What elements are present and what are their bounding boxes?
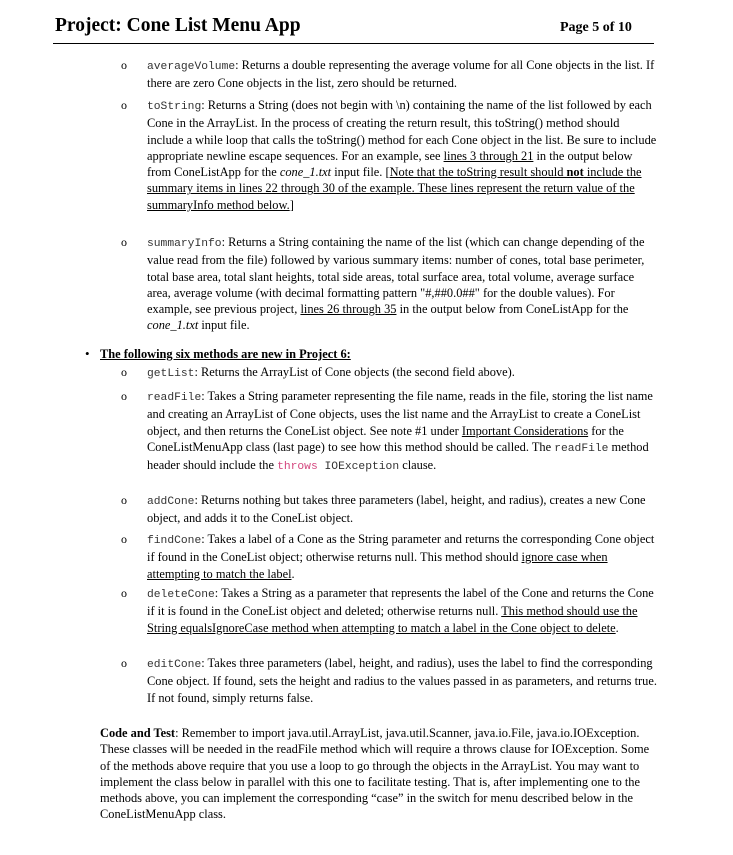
method-name: findCone <box>147 535 202 547</box>
code-and-test-text: : Remember to import java.util.ArrayList, java.util.Scanner, java.io.File, java.io.IOException. These classes will be needed in the readFile method which will require a throws clause for IOException. Some of the methods above require that you use a loop to go through the objects in the ArrayList. You may want to implement the class below in parallel with this one to facilitate testing. That is, after implementing one to the methods above, you can implement the corresponding “case” in the switch for menu described below in the ConeListMenuApp class. <box>100 726 650 822</box>
file-name: cone_1.txt <box>279 165 332 180</box>
header-divider <box>53 43 654 44</box>
method-description-cont: input file. <box>198 318 250 333</box>
line-reference-link: lines 3 through 21 <box>443 148 534 163</box>
method-name: deleteCone <box>147 589 215 601</box>
code-and-test-paragraph <box>100 725 653 823</box>
sub-bullet-icon: o <box>121 493 127 507</box>
note-text: Note that the toString result should <box>389 165 567 180</box>
method-description: : Takes a String parameter representing the file name, reads in the file, storing the list name and creating an ArrayList of Cone objects, uses the list name and the ArrayList to create a ConeList object, and then returns the ConeList object. See note #1 under <box>147 389 653 438</box>
file-name: cone_1.txt <box>147 318 199 333</box>
method-name: readFile <box>147 392 202 404</box>
method-description: : Takes a String as a parameter that represents the label of the Cone and returns the Cone if it is found in the ConeList object and deleted; otherwise returns null. <box>147 586 654 619</box>
important-considerations-link: Important Considerations <box>461 423 589 438</box>
method-description: : Returns nothing but takes three parameters (label, height, and radius), creates a new Cone object, and adds it to the ConeList object. <box>147 493 646 526</box>
sub-bullet-icon: o <box>121 656 127 670</box>
method-description: : Returns a String (does not begin with \n) containing the name of the list followed by each Cone in the ArrayList. In the process of creating the return result, this toString() method should include a while loop that calls the toString() method for each Cone object in the list. Be sure to include appropriate newline escape sequences. For an example, see <box>147 98 657 163</box>
method-description-cont: method header should include the <box>147 439 649 473</box>
sub-bullet-icon: o <box>121 389 127 403</box>
method-summaryInfo <box>147 234 657 334</box>
note-emphasis: not <box>566 165 584 180</box>
method-readFile <box>147 388 657 475</box>
page-title: Project: Cone List Menu App <box>55 15 301 36</box>
section-heading: The following six methods are new in Project 6: <box>100 347 351 361</box>
page-number: Page 5 of 10 <box>560 20 632 35</box>
bullet-icon: • <box>85 346 90 361</box>
method-description-cont: in the output below from ConeListApp for the <box>396 302 629 317</box>
method-addCone <box>147 492 657 527</box>
method-toString <box>147 97 657 213</box>
sub-bullet-icon: o <box>121 586 127 600</box>
line-reference-link: lines 26 through 35 <box>300 302 397 317</box>
sub-bullet-icon: o <box>121 58 127 72</box>
method-name: addCone <box>147 496 195 508</box>
method-description-cont: in the output below from ConeListApp for the <box>147 148 633 180</box>
method-findCone <box>147 531 657 582</box>
method-description-cont: for the ConeListMenuApp class (last page) to see how this method should be called. The <box>147 423 624 454</box>
inline-code: readFile <box>554 442 609 455</box>
method-description-cont: clause. <box>399 458 437 473</box>
method-name: summaryInfo <box>147 238 222 250</box>
bracket-close: ] <box>289 197 294 212</box>
method-editCone <box>147 655 657 706</box>
code-and-test-label: Code and Test <box>100 726 176 740</box>
method-getList <box>147 364 657 382</box>
underlined-requirement: This method should use the String equalsIgnoreCase method when attempting to match a label in the Cone object to delete <box>147 604 638 635</box>
inline-code: IOException <box>317 461 400 474</box>
method-name: editCone <box>147 659 202 671</box>
sub-bullet-icon: o <box>121 235 127 249</box>
sub-bullet-icon: o <box>121 365 127 379</box>
method-averageVolume <box>147 57 657 92</box>
method-deleteCone <box>147 585 657 636</box>
sub-bullet-icon: o <box>121 98 127 112</box>
method-description: : Returns a String containing the name of the list (which can change depending of the value read from the file) followed by various summary items: number of cones, total base perimeter, total base area, total slant heights, total side areas, total surface area, total volume, average surface area, average volume (with decimal formatting pattern "#,##0.0##" for the double values). For example, see previous project, <box>147 235 645 317</box>
method-name: getList <box>147 368 195 380</box>
method-description: : Takes a label of a Cone as the String parameter and returns the corresponding Cone object if found in the ConeList object; otherwise returns null. This method should <box>147 532 655 565</box>
method-description-cont: . <box>615 620 619 635</box>
method-name: toString <box>147 101 202 113</box>
method-name: averageVolume <box>147 61 236 73</box>
sub-bullet-icon: o <box>121 532 127 546</box>
method-description: : Returns the ArrayList of Cone objects (the second field above). <box>194 365 515 379</box>
inline-code-keyword: throws <box>277 461 318 474</box>
method-description-cont: . <box>291 566 295 581</box>
note-text-cont: include the summary items in lines 22 through 30 of the example. These lines represent the return value of the summaryInfo method below. <box>147 165 642 212</box>
underlined-requirement: ignore case when attempting to match the label <box>147 550 608 581</box>
method-description: : Takes three parameters (label, height, and radius), uses the label to find the corresponding Cone object. If found, sets the height and radius to the values passed in as parameters, and returns true. If not found, simply returns false. <box>147 656 657 705</box>
method-description: : Returns a double representing the average volume for all Cone objects in the list. If there are zero Cone objects in the list, zero should be returned. <box>147 58 655 91</box>
method-description-cont: input file. [ <box>331 165 390 180</box>
